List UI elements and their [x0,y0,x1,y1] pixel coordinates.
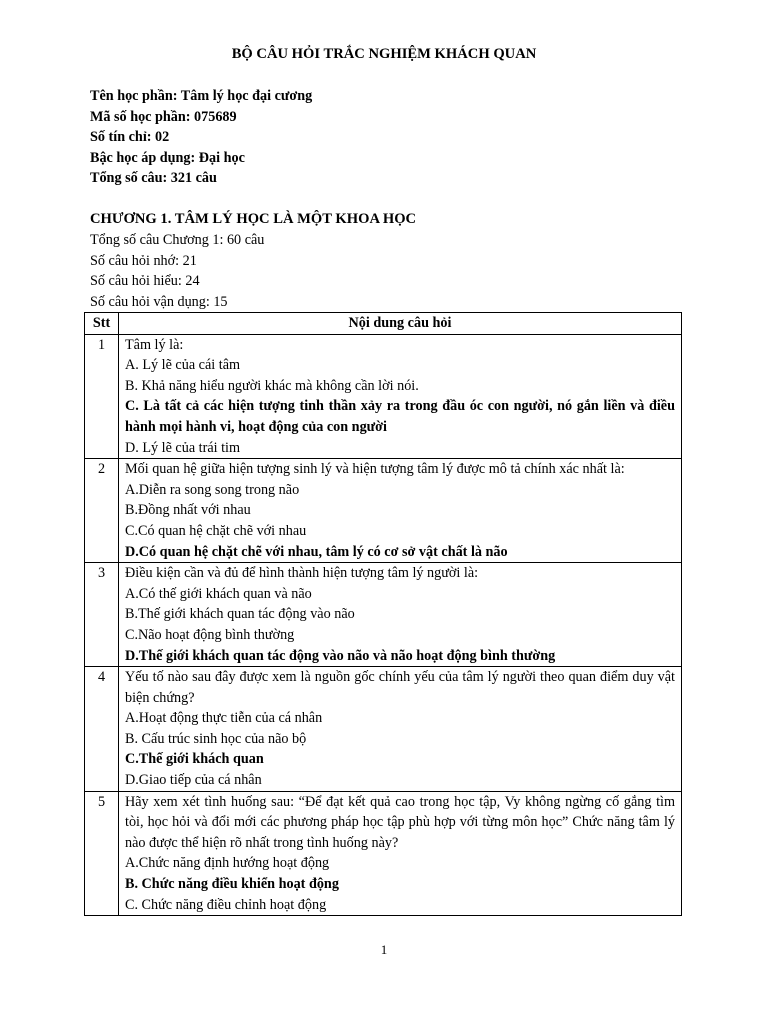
question-content [119,791,682,916]
question-number: 1 [85,334,119,459]
course-credits: Số tín chỉ: 02 [90,129,170,146]
question-number: 2 [85,459,119,563]
course-code: Mã số học phần: 075689 [90,108,237,125]
question-list [85,334,682,916]
course-level: Bậc học áp dụng: Đại học [90,149,245,166]
question-row [85,667,682,792]
answer-option: A.Chức năng định hướng hoạt động [125,855,330,872]
question-content [119,334,682,459]
question-text: Điều kiện cần và đủ để hình thành hiện tượng tâm lý người là: [125,565,479,582]
understanding-count: Số câu hỏi hiểu: 24 [90,273,200,290]
correct-answer-option: D.Thế giới khách quan tác động vào não và não hoạt động bình thường [125,647,556,664]
correct-answer-option: B. Chức năng điều khiển hoạt động [125,876,339,893]
answer-option: B. Khả năng hiểu người khác mà không cần lời nói. [125,377,419,394]
question-content [119,563,682,667]
correct-answer-option: C. Là tất cả các hiện tượng tinh thần xảy ra trong đầu óc con người, nó gắn liền và điều hành mọi hành vi, hoạt động của con người [125,398,675,435]
question-number: 5 [85,791,119,916]
answer-option: C.Não hoạt động bình thường [125,626,295,643]
answer-option: A. Lý lẽ của cái tâm [125,357,241,374]
question-content [119,459,682,563]
chapter-title: CHƯƠNG 1. TÂM LÝ HỌC LÀ MỘT KHOA HỌC [90,211,417,227]
question-text: Hãy xem xét tình huống sau: “Để đạt kết quả cao trong học tập, Vy không ngừng cố gắng tìm tòi, học hỏi và đổi mới các phương pháp học tập phù hợp với từng môn học” Chức năng tâm lý nào được thể hiện rõ nhất trong tình huống này? [125,793,675,851]
question-content [119,667,682,792]
answer-option: B.Đồng nhất với nhau [125,502,251,519]
question-row [85,334,682,459]
question-text: Mối quan hệ giữa hiện tượng sinh lý và hiện tượng tâm lý được mô tả chính xác nhất là: [125,461,625,478]
answer-option: B. Cấu trúc sinh học của não bộ [125,730,307,747]
page-number: 1 [380,942,388,957]
question-number: 4 [85,667,119,792]
question-number: 3 [85,563,119,667]
chapter-total: Tổng số câu Chương 1: 60 câu [90,232,265,248]
correct-answer-option: C.Thế giới khách quan [125,751,264,768]
answer-option: D.Giao tiếp của cá nhân [125,772,262,789]
question-row [85,563,682,667]
course-name: Tên học phần: Tâm lý học đại cương [90,88,313,104]
question-row [85,459,682,563]
recall-count: Số câu hỏi nhớ: 21 [90,252,197,269]
question-table [84,312,682,916]
stt-header: Stt [85,313,119,335]
answer-option: C. Chức năng điều chỉnh hoạt động [125,896,327,913]
correct-answer-option: D.Có quan hệ chặt chẽ với nhau, tâm lý có cơ sở vật chất là não [125,543,508,560]
question-row [85,791,682,916]
answer-option: C.Có quan hệ chặt chẽ với nhau [125,522,307,539]
answer-option: A.Hoạt động thực tiễn của cá nhân [125,710,323,727]
answer-option: A.Có thế giới khách quan và não [125,585,312,602]
question-text: Tâm lý là: [125,336,184,353]
answer-option: D. Lý lẽ của trái tim [125,439,241,456]
course-info [90,86,312,189]
document-title: BỘ CÂU HỎI TRẮC NGHIỆM KHÁCH QUAN [231,46,537,62]
question-text: Yếu tố nào sau đây được xem là nguồn gốc chính yếu của tâm lý người theo quan điểm duy vật biện chứng? [125,669,675,706]
total-questions: Tổng số câu: 321 câu [90,170,217,187]
answer-option: B.Thế giới khách quan tác động vào não [125,606,355,623]
application-count: Số câu hỏi vận dụng: 15 [90,293,228,310]
table-header-row [85,313,682,335]
chapter-stats [90,230,264,312]
answer-option: A.Diễn ra song song trong não [125,481,300,498]
content-header: Nội dung câu hỏi [119,313,682,335]
